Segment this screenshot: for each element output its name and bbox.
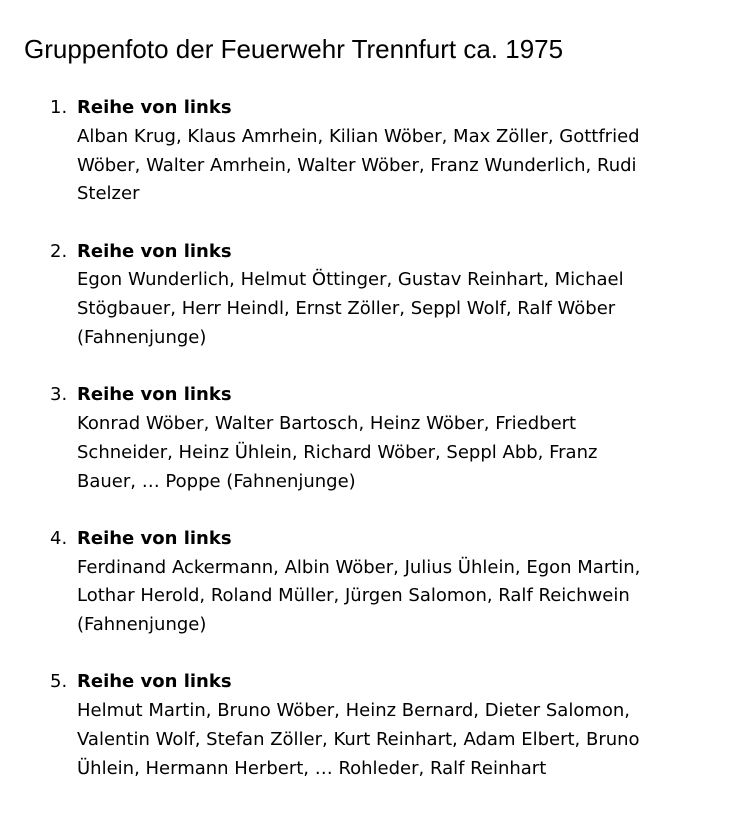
list-item-row-3: [0, 381, 735, 496]
page-title: Gruppenfoto der Feuerwehr Trennfurt ca. 1975: [24, 34, 564, 64]
row-number: 1.: [50, 97, 68, 118]
row-heading: Reihe von links: [77, 97, 232, 118]
row-heading: Reihe von links: [77, 384, 232, 406]
row-number: 3.: [50, 384, 68, 406]
row-number: 2.: [50, 240, 68, 262]
row-list: [0, 94, 735, 812]
row-heading: Reihe von links: [77, 527, 232, 549]
row-heading: Reihe von links: [77, 240, 232, 262]
list-item-row-1: [0, 94, 735, 209]
list-item-row-5: [0, 668, 735, 783]
row-names: Alban Krug, Klaus Amrhein, Kilian Wöber, Max Zöller, Gottfried Wöber, Walter Amrhein, Walter Wöber, Franz Wunderlich, Rudi Stelzer: [77, 125, 640, 205]
row-number: 4.: [50, 527, 68, 549]
list-item-row-4: [0, 525, 735, 640]
row-names: Konrad Wöber, Walter Bartosch, Heinz Wöber, Friedbert Schneider, Heinz Ühlein, Richard Wöber, Seppl Abb, Franz Bauer, … Poppe (Fahnenjunge): [77, 412, 598, 492]
list-item-row-2: [0, 238, 735, 353]
row-names: Egon Wunderlich, Helmut Öttinger, Gustav Reinhart, Michael Stögbauer, Herr Heindl, Ernst Zöller, Seppl Wolf, Ralf Wöber (Fahnenjunge): [77, 269, 624, 348]
row-names: Ferdinand Ackermann, Albin Wöber, Julius Ühlein, Egon Martin, Lothar Herold, Roland Müller, Jürgen Salomon, Ralf Reichwein (Fahnenjunge): [77, 556, 641, 636]
row-names: Helmut Martin, Bruno Wöber, Heinz Bernard, Dieter Salomon, Valentin Wolf, Stefan Zöller, Kurt Reinhart, Adam Elbert, Bruno Ühlein, Hermann Herbert, … Rohleder, Ralf Reinhart: [77, 700, 640, 779]
row-heading: Reihe von links: [77, 671, 232, 693]
row-number: 5.: [50, 671, 68, 693]
